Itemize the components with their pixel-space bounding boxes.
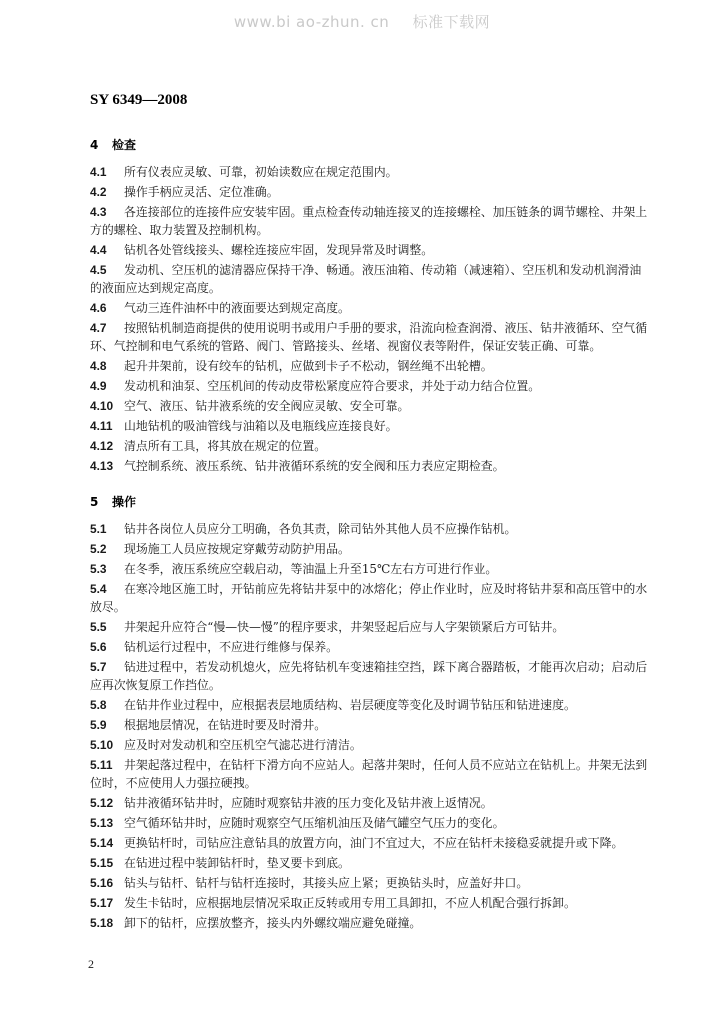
watermark	[0, 11, 724, 32]
watermark-site: 标准下载网	[412, 13, 491, 31]
clause-text: 在冬季，液压系统应空载启动，等油温上升至15℃左右方可进行作业。	[124, 562, 498, 576]
clause-4-4	[90, 241, 650, 259]
clause-text: 发生卡钻时，应根据地层情况采取正反转或用专用工具卸扣，不应人机配合强行拆卸。	[124, 896, 576, 910]
clause-number: 4.10	[90, 399, 114, 413]
clause-5-10	[90, 736, 650, 754]
page-number: 2	[88, 957, 94, 971]
clause-text: 发动机、空压机的滤清器应保持干净、畅通。液压油箱、传动箱（减速箱）、空压机和发动机润滑油的液面应达到规定高度。	[90, 263, 642, 295]
clause-4-13	[90, 457, 650, 475]
section-title-4	[90, 136, 650, 154]
clause-number: 4.7	[90, 321, 107, 335]
clause-number: 5.4	[90, 582, 107, 596]
clause-number: 5.2	[90, 542, 107, 556]
clause-5-18	[90, 914, 650, 932]
clause-5-4	[90, 580, 650, 616]
section-heading: 检查	[112, 138, 137, 152]
clause-number: 5.15	[90, 856, 114, 870]
clause-5-6	[90, 638, 650, 656]
clause-number: 4.4	[90, 243, 107, 257]
clause-number: 5.7	[90, 660, 107, 674]
clause-5-15	[90, 854, 650, 872]
clause-number: 4.13	[90, 459, 114, 473]
clause-text: 在寒冷地区施工时，开钻前应先将钻井泵中的冰熔化；停止作业时，应及时将钻井泵和高压管中的水放尽。	[90, 582, 648, 614]
clause-4-8	[90, 357, 650, 375]
clause-text: 发动机和油泵、空压机间的传动皮带松紧度应符合要求，并处于动力结合位置。	[124, 379, 541, 393]
clause-text: 气控制系统、液压系统、钻井液循环系统的安全阀和压力表应定期检查。	[124, 459, 505, 473]
clause-4-5	[90, 261, 650, 297]
clause-5-5	[90, 618, 650, 636]
clause-text: 所有仪表应灵敏、可靠，初始读数应在规定范围内。	[124, 165, 398, 179]
clause-text: 在钻进过程中装卸钻杆时，垫叉要卡到底。	[124, 856, 350, 870]
clause-text: 操作手柄应灵活、定位准确。	[124, 185, 279, 199]
clause-number: 5.11	[90, 758, 113, 772]
clause-text: 井架起落过程中，在钻杆下滑方向不应站人。起落井架时，任何人员不应站立在钻机上。井架无法到位时，不应使用人力强拉硬拽。	[90, 758, 648, 790]
clause-number: 5.9	[90, 718, 107, 732]
watermark-url: www.bi ao-zhun. cn	[233, 13, 390, 31]
clause-number: 4.5	[90, 263, 107, 277]
clause-4-12	[90, 437, 650, 455]
clause-text: 钻机运行过程中，不应进行维修与保养。	[124, 640, 339, 654]
clause-number: 4.2	[90, 185, 107, 199]
clause-text: 根据地层情况，在钻进时要及时滑井。	[124, 718, 327, 732]
clause-4-10	[90, 397, 650, 415]
clause-4-7	[90, 319, 650, 355]
clause-4-9	[90, 377, 650, 395]
section-title-5	[90, 493, 650, 511]
clause-number: 5.17	[90, 896, 114, 910]
clause-number: 5.5	[90, 620, 107, 634]
clause-number: 5.6	[90, 640, 107, 654]
clause-4-11	[90, 417, 650, 435]
clause-text: 卸下的钻杆，应摆放整齐，接头内外螺纹端应避免碰撞。	[124, 916, 422, 930]
clause-text: 应及时对发动机和空压机空气滤芯进行清洁。	[124, 738, 362, 752]
clause-5-12	[90, 794, 650, 812]
clause-text: 现场施工人员应按规定穿戴劳动防护用品。	[124, 542, 350, 556]
standard-number-header: SY 6349—2008	[90, 92, 188, 108]
clause-text: 井架起升应符合“慢—快—慢”的程序要求，井架竖起后应与人字架锁紧后方可钻井。	[124, 620, 565, 634]
clause-number: 5.18	[90, 916, 114, 930]
clause-5-3	[90, 560, 650, 578]
clause-5-11	[90, 756, 650, 792]
clause-number: 4.6	[90, 301, 107, 315]
clause-text: 钻头与钻杆、钻杆与钻杆连接时，其接头应上紧；更换钻头时，应盖好井口。	[124, 876, 529, 890]
clause-text: 在钻井作业过程中，应根据表层地质结构、岩层硬度等变化及时调节钻压和钻进速度。	[124, 698, 576, 712]
clause-text: 山地钻机的吸油管线与油箱以及电瓶线应连接良好。	[124, 419, 398, 433]
clause-number: 4.3	[90, 205, 107, 219]
clause-text: 空气、液压、钻井液系统的安全阀应灵敏、安全可靠。	[124, 399, 410, 413]
clause-text: 钻井各岗位人员应分工明确，各负其责，除司钻外其他人员不应操作钻机。	[124, 522, 517, 536]
clause-text: 各连接部位的连接件应安装牢固。重点检查传动轴连接叉的连接螺栓、加压链条的调节螺栓、井架上方的螺栓、取力装置及控制机构。	[90, 205, 648, 237]
section-number: 4	[90, 138, 99, 152]
clause-number: 4.9	[90, 379, 107, 393]
clause-4-3	[90, 203, 650, 239]
clause-number: 5.8	[90, 698, 107, 712]
clause-number: 4.12	[90, 439, 114, 453]
clause-5-7	[90, 658, 650, 694]
clause-number: 4.1	[90, 165, 107, 179]
clause-number: 5.1	[90, 522, 107, 536]
section-spacer	[90, 477, 650, 493]
clause-5-13	[90, 814, 650, 832]
clause-5-2	[90, 540, 650, 558]
clause-text: 清点所有工具，将其放在规定的位置。	[124, 439, 327, 453]
clause-4-2	[90, 183, 650, 201]
clause-5-8	[90, 696, 650, 714]
clause-4-1	[90, 163, 650, 181]
clause-text: 气动三连件油杯中的液面要达到规定高度。	[124, 301, 350, 315]
clause-text: 更换钻杆时，司钻应注意钻具的放置方向，油门不宜过大，不应在钻杆未接稳妥就提升或下降。	[124, 836, 624, 850]
clause-5-14	[90, 834, 650, 852]
clause-number: 5.16	[90, 876, 114, 890]
clause-number: 5.10	[90, 738, 114, 752]
clause-number: 5.14	[90, 836, 114, 850]
clause-number: 4.8	[90, 359, 107, 373]
clause-number: 5.12	[90, 796, 114, 810]
clause-text: 空气循环钻井时，应随时观察空气压缩机油压及储气罐空气压力的变化。	[124, 816, 505, 830]
clause-5-16	[90, 874, 650, 892]
clause-number: 5.3	[90, 562, 107, 576]
clause-5-1	[90, 520, 650, 538]
clause-text: 钻井液循环钻井时，应随时观察钻井液的压力变化及钻井液上返情况。	[124, 796, 493, 810]
clause-number: 5.13	[90, 816, 114, 830]
clause-5-9	[90, 716, 650, 734]
clause-text: 起升井架前，设有绞车的钻机，应做到卡子不松动，钢丝绳不出轮槽。	[124, 359, 493, 373]
clause-text: 按照钻机制造商提供的使用说明书或用户手册的要求，沿流向检查润滑、液压、钻井液循环、空气循环、气控制和电气系统的管路、阀门、管路接头、丝堵、视窗仪表等附件，保证安装正确、可靠。	[90, 321, 648, 353]
clause-5-17	[90, 894, 650, 912]
section-number: 5	[90, 495, 99, 509]
clause-text: 钻机各处管线接头、螺栓连接应牢固，发现异常及时调整。	[124, 243, 434, 257]
clause-number: 4.11	[90, 419, 113, 433]
clause-text: 钻进过程中，若发动机熄火，应先将钻机车变速箱挂空挡，踩下离合器踏板，才能再次启动；启动后应再次恢复原工作挡位。	[90, 660, 648, 692]
clause-4-6	[90, 299, 650, 317]
document-body	[90, 136, 650, 934]
section-heading: 操作	[112, 495, 137, 509]
